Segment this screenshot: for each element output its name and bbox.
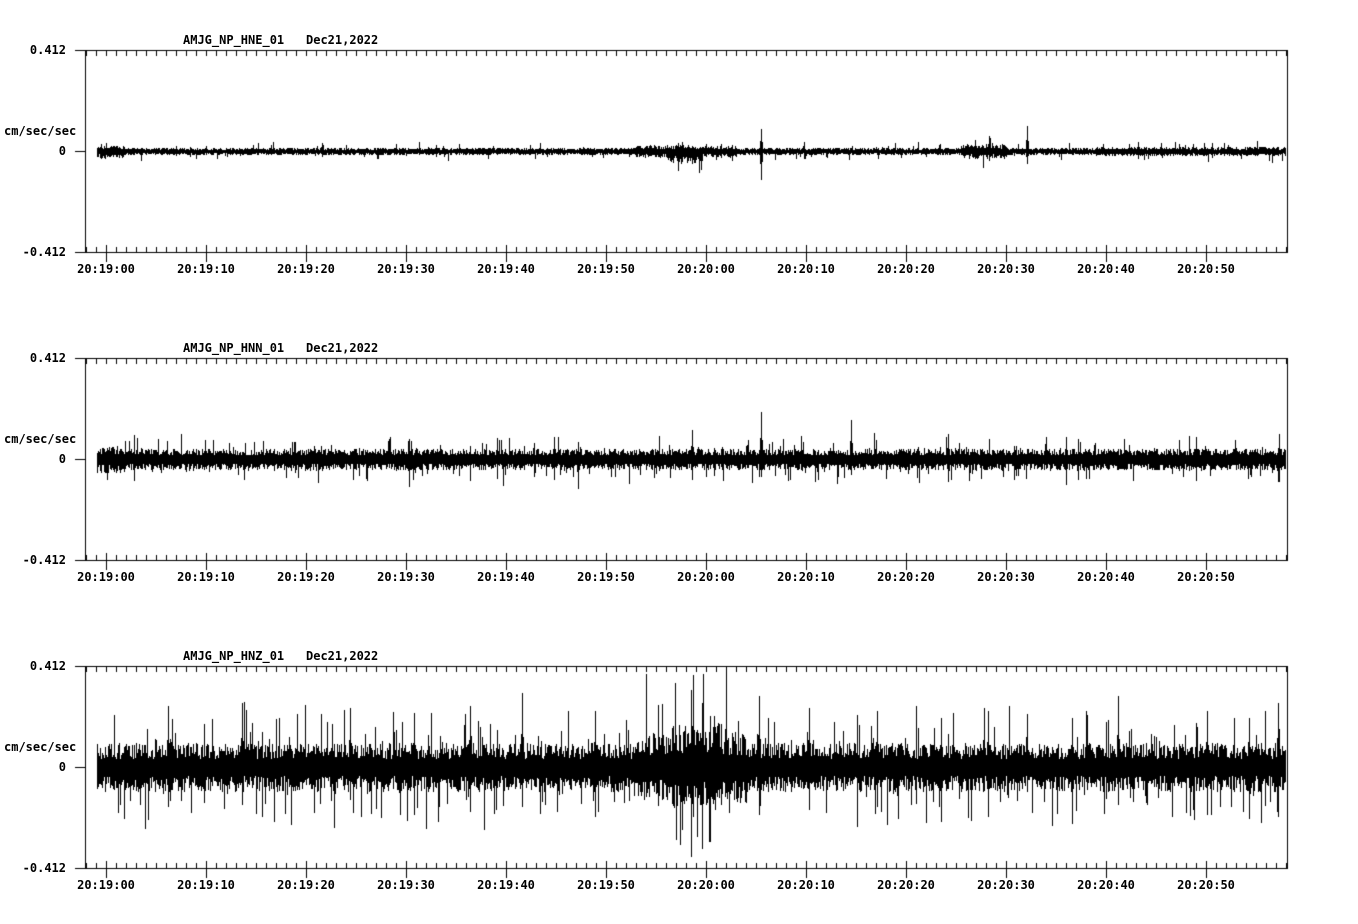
x-axis-tick-label: 20:19:40 [477,878,535,892]
x-axis-tick-label: 20:20:00 [677,878,735,892]
y-axis-tick-label: 0.412 [29,659,66,673]
x-axis-tick-label: 20:19:40 [477,262,535,276]
x-axis-tick-label: 20:20:20 [877,570,935,584]
x-axis-tick-label: 20:20:10 [777,570,835,584]
x-axis-tick-label: 20:20:30 [977,570,1035,584]
x-axis-tick-label: 20:19:10 [177,262,235,276]
x-axis-tick-label: 20:19:00 [77,262,135,276]
panel-title-station: AMJG_NP_HNN_01 [183,341,285,355]
x-axis-tick-label: 20:20:20 [877,262,935,276]
panel-title-station: AMJG_NP_HNE_01 [183,33,285,47]
x-axis-tick-label: 20:19:20 [277,570,335,584]
y-axis-tick-label: -0.412 [22,861,66,875]
x-axis-tick-label: 20:20:40 [1077,570,1135,584]
x-axis-tick-label: 20:19:10 [177,878,235,892]
y-axis-tick-label: -0.412 [22,553,66,567]
x-axis-tick-label: 20:19:30 [377,262,435,276]
x-axis-tick-label: 20:20:30 [977,878,1035,892]
x-axis-tick-label: 20:19:00 [77,878,135,892]
y-axis-tick-label: -0.412 [22,245,66,259]
x-axis-tick-label: 20:19:30 [377,570,435,584]
x-axis-tick-label: 20:19:50 [577,570,635,584]
x-axis-tick-label: 20:19:40 [477,570,535,584]
x-axis-tick-label: 20:20:50 [1177,570,1235,584]
x-axis-tick-label: 20:19:20 [277,878,335,892]
x-axis-tick-label: 20:19:30 [377,878,435,892]
x-axis-tick-label: 20:19:50 [577,262,635,276]
panel-title-date: Dec21,2022 [306,341,379,355]
y-axis-tick-label: 0 [58,452,66,466]
amplitude-units-label: cm/sec/sec [4,432,77,446]
x-axis-tick-label: 20:20:00 [677,262,735,276]
x-axis-tick-label: 20:20:10 [777,262,835,276]
y-axis-tick-label: 0.412 [29,43,66,57]
y-axis-tick-label: 0.412 [29,351,66,365]
amplitude-units-label: cm/sec/sec [4,124,77,138]
x-axis-tick-label: 20:20:10 [777,878,835,892]
panel-title-date: Dec21,2022 [306,33,379,47]
x-axis-tick-label: 20:20:30 [977,262,1035,276]
x-axis-tick-label: 20:20:40 [1077,878,1135,892]
x-axis-tick-label: 20:19:00 [77,570,135,584]
x-axis-tick-label: 20:19:10 [177,570,235,584]
x-axis-tick-label: 20:20:50 [1177,878,1235,892]
x-axis-tick-label: 20:20:00 [677,570,735,584]
x-axis-tick-label: 20:20:40 [1077,262,1135,276]
x-axis-tick-label: 20:20:50 [1177,262,1235,276]
x-axis-tick-label: 20:20:20 [877,878,935,892]
panel-title-date: Dec21,2022 [306,649,379,663]
y-axis-tick-label: 0 [58,144,66,158]
y-axis-tick-label: 0 [58,760,66,774]
x-axis-tick-label: 20:19:50 [577,878,635,892]
x-axis-tick-label: 20:19:20 [277,262,335,276]
amplitude-units-label: cm/sec/sec [4,740,77,754]
panel-title-station: AMJG_NP_HNZ_01 [183,649,285,663]
